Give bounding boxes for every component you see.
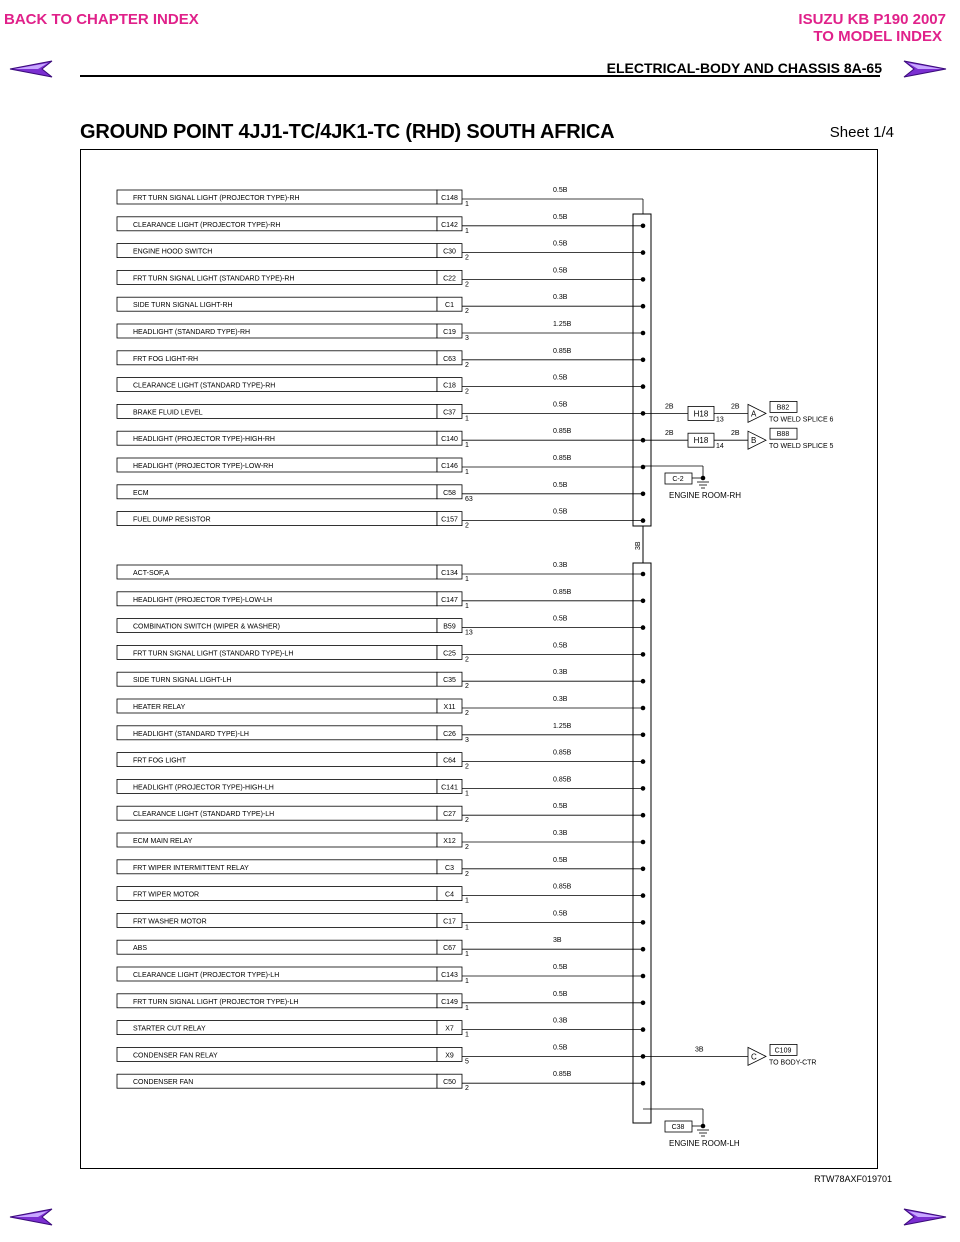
wire-spec: 0.3B xyxy=(553,562,568,569)
connector-id: C63 xyxy=(443,355,456,363)
connector-id: X12 xyxy=(443,838,456,845)
prev-page-bottom-arrow-icon[interactable] xyxy=(8,1206,54,1228)
wire-spec: 1.25B xyxy=(553,722,572,730)
wire-spec: 0.5B xyxy=(553,615,568,623)
connector-id: C35 xyxy=(443,677,456,685)
connector-id: C3 xyxy=(445,864,454,872)
connector-pin: 2 xyxy=(465,710,469,717)
component-name: HEADLIGHT (STANDARD TYPE)-RH xyxy=(133,329,251,336)
connector-pin: 2 xyxy=(465,683,469,691)
connector-id: C134 xyxy=(441,570,458,577)
connector-id: C140 xyxy=(441,436,458,444)
component-name: FRT TURN SIGNAL LIGHT (STANDARD TYPE)-LH xyxy=(133,650,294,658)
connector-id: C64 xyxy=(443,757,456,765)
junction-dot xyxy=(641,786,646,791)
junction-dot xyxy=(641,813,646,818)
ground-location-label: ENGINE ROOM-RH xyxy=(669,491,741,500)
connector-id: X11 xyxy=(443,704,456,711)
splice-wire-out: 2B xyxy=(731,430,740,438)
to-model-index-label[interactable]: TO MODEL INDEX xyxy=(813,28,942,45)
junction-dot xyxy=(641,652,646,657)
page-title: GROUND POINT 4JJ1-TC/4JK1-TC (RHD) SOUTH AFRICA xyxy=(80,121,615,143)
wire-spec: 0.5B xyxy=(553,187,568,194)
wire-spec: 0.85B xyxy=(553,749,572,757)
junction-dot xyxy=(641,1027,646,1032)
component-name: HEADLIGHT (PROJECTOR TYPE)-HIGH-LH xyxy=(133,784,274,792)
connector-pin: 2 xyxy=(465,870,469,878)
connector-id: X7 xyxy=(445,1025,454,1033)
component-name: FRT TURN SIGNAL LIGHT (PROJECTOR TYPE)-LH xyxy=(133,998,299,1006)
splice-pin: 14 xyxy=(716,443,724,451)
connector-pin: 1 xyxy=(465,897,469,905)
connector-id: B59 xyxy=(443,623,456,631)
component-name: ABS xyxy=(133,945,148,953)
connector-pin: 2 xyxy=(465,844,469,851)
junction-dot xyxy=(641,492,646,497)
junction-dot xyxy=(641,920,646,925)
bus-link-label: 3B xyxy=(635,541,642,550)
wire-spec: 0.5B xyxy=(553,481,568,489)
junction-dot xyxy=(641,250,646,255)
body-link-target-conn: C109 xyxy=(774,1047,792,1055)
connector-id: C50 xyxy=(443,1079,456,1087)
splice-wire-out: 2B xyxy=(731,403,740,411)
splice-target-label: TO WELD SPLICE 6 xyxy=(769,416,834,424)
wire-spec: 0.5B xyxy=(553,910,568,918)
junction-dot xyxy=(641,759,646,764)
junction-dot xyxy=(641,358,646,363)
junction-dot xyxy=(641,733,646,738)
wire-spec: 0.85B xyxy=(553,455,572,462)
connector-pin: 2 xyxy=(465,361,469,369)
connector-id: C26 xyxy=(443,730,456,738)
component-name: COMBINATION SWITCH (WIPER & WASHER) xyxy=(133,623,280,631)
wire-spec: 0.3B xyxy=(553,696,568,703)
component-name: CONDENSER FAN RELAY xyxy=(133,1052,218,1060)
component-name: FRT TURN SIGNAL LIGHT (STANDARD TYPE)-RH xyxy=(133,275,295,283)
connector-pin: 1 xyxy=(465,951,469,959)
connector-pin: 2 xyxy=(465,281,469,289)
junction-dot xyxy=(641,893,646,898)
wire-spec: 0.3B xyxy=(553,830,568,837)
connector-id: C25 xyxy=(443,650,456,658)
connector-pin: 63 xyxy=(465,495,473,503)
connector-id: C141 xyxy=(441,784,458,792)
ground-bus-rh xyxy=(633,214,651,526)
splice-target-conn: B88 xyxy=(776,431,790,439)
wire-spec: 0.5B xyxy=(553,1044,568,1052)
wire-spec: 3B xyxy=(553,937,562,945)
ground-connector-id: C38 xyxy=(671,1124,685,1131)
connector-pin: 1 xyxy=(465,978,469,985)
component-name: HEADLIGHT (STANDARD TYPE)-LH xyxy=(133,730,249,738)
splice-connector-id: H18 xyxy=(693,436,709,446)
connector-id: C149 xyxy=(441,998,458,1006)
connector-pin: 5 xyxy=(465,1058,469,1066)
connector-id: C27 xyxy=(443,811,456,819)
connector-id: C4 xyxy=(445,891,454,899)
junction-dot xyxy=(641,840,646,845)
junction-dot xyxy=(641,599,646,604)
wire-spec: 0.5B xyxy=(553,213,568,221)
junction-dot xyxy=(641,625,646,630)
wire-spec: 0.85B xyxy=(553,428,572,436)
wire-spec: 0.5B xyxy=(553,990,568,998)
body-link-wire: 3B xyxy=(695,1046,704,1054)
component-box xyxy=(117,485,437,499)
connector-pin: 2 xyxy=(465,522,469,530)
component-name: ECM MAIN RELAY xyxy=(133,838,193,845)
wire-spec: 0.85B xyxy=(553,776,572,784)
junction-dot xyxy=(641,974,646,979)
connector-id: X9 xyxy=(445,1052,454,1060)
connector-pin: 1 xyxy=(465,469,469,476)
component-name: FRT WIPER INTERMITTENT RELAY xyxy=(133,864,249,872)
connector-pin: 3 xyxy=(465,736,469,744)
connector-pin: 1 xyxy=(465,227,469,235)
model-name-label[interactable]: ISUZU KB P190 2007 xyxy=(798,11,946,28)
splice-target-label: TO WELD SPLICE 5 xyxy=(769,443,834,451)
component-name: BRAKE FLUID LEVEL xyxy=(133,409,203,417)
component-name: HEADLIGHT (PROJECTOR TYPE)-HIGH-RH xyxy=(133,436,275,444)
component-name: HEADLIGHT (PROJECTOR TYPE)-LOW-LH xyxy=(133,596,273,604)
wire-spec: 0.5B xyxy=(553,240,568,248)
connector-pin: 2 xyxy=(465,308,469,316)
wire-spec: 0.5B xyxy=(553,803,568,811)
wire-spec: 0.85B xyxy=(553,347,572,355)
connector-pin: 2 xyxy=(465,254,469,262)
junction-dot xyxy=(641,1001,646,1006)
component-name: FRT TURN SIGNAL LIGHT (PROJECTOR TYPE)-RH xyxy=(133,195,300,202)
junction-dot xyxy=(641,706,646,711)
wire-spec: 0.5B xyxy=(553,267,568,275)
component-box xyxy=(117,940,437,954)
junction-dot xyxy=(641,1081,646,1086)
connector-id: C148 xyxy=(441,195,458,202)
component-name: CLEARANCE LIGHT (PROJECTOR TYPE)-LH xyxy=(133,972,280,979)
next-page-bottom-arrow-icon[interactable] xyxy=(902,1206,948,1228)
connector-id: C142 xyxy=(441,221,458,229)
junction-dot xyxy=(641,277,646,282)
sheet-number: Sheet 1/4 xyxy=(829,124,894,141)
junction-dot xyxy=(641,224,646,229)
splice-letter: B xyxy=(751,436,757,446)
component-name: ENGINE HOOD SWITCH xyxy=(133,248,213,256)
ground-location-label: ENGINE ROOM-LH xyxy=(669,1139,740,1148)
component-name: FRT FOG LIGHT xyxy=(133,757,187,765)
connector-id: C147 xyxy=(441,596,458,604)
connector-pin: 2 xyxy=(465,388,469,396)
connector-pin: 1 xyxy=(465,201,469,208)
connector-id: C17 xyxy=(443,918,456,926)
wire-spec: 0.5B xyxy=(553,964,568,971)
wire-spec: 0.85B xyxy=(553,883,572,891)
component-name: ACT-SOF,A xyxy=(133,570,170,577)
section-header: ELECTRICAL-BODY AND CHASSIS 8A-65 xyxy=(606,60,882,76)
component-name: FUEL DUMP RESISTOR xyxy=(133,516,211,524)
connector-id: C18 xyxy=(443,382,456,390)
junction-dot xyxy=(641,304,646,309)
component-name: CLEARANCE LIGHT (STANDARD TYPE)-RH xyxy=(133,382,276,390)
wire-spec: 0.5B xyxy=(553,508,568,516)
junction-dot xyxy=(641,867,646,872)
connector-id: C37 xyxy=(443,409,456,417)
connector-id: C67 xyxy=(443,945,456,953)
document-code: RTW78AXF019701 xyxy=(814,1174,892,1184)
junction-dot xyxy=(641,947,646,952)
wire-spec: 1.25B xyxy=(553,321,572,328)
connector-pin: 13 xyxy=(465,629,473,637)
connector-pin: 2 xyxy=(465,1085,469,1093)
component-name: STARTER CUT RELAY xyxy=(133,1025,206,1033)
junction-dot xyxy=(641,384,646,389)
junction-dot xyxy=(641,465,646,470)
component-name: FRT FOG LIGHT-RH xyxy=(133,355,199,363)
splice-letter: A xyxy=(751,409,757,419)
component-name: HEATER RELAY xyxy=(133,704,186,711)
splice-target-conn: B82 xyxy=(776,404,790,412)
component-name: SIDE TURN SIGNAL LIGHT-LH xyxy=(133,677,232,685)
splice-pin: 13 xyxy=(716,416,724,424)
connector-id: C143 xyxy=(441,972,458,979)
connector-pin: 1 xyxy=(465,1031,469,1039)
connector-pin: 2 xyxy=(465,656,469,664)
component-name: HEADLIGHT (PROJECTOR TYPE)-LOW-RH xyxy=(133,463,274,470)
connector-id: C19 xyxy=(443,329,456,336)
component-name: SIDE TURN SIGNAL LIGHT-RH xyxy=(133,302,233,310)
component-name: CLEARANCE LIGHT (PROJECTOR TYPE)-RH xyxy=(133,221,281,229)
connector-pin: 2 xyxy=(465,763,469,771)
junction-dot xyxy=(641,679,646,684)
wire-spec: 0.5B xyxy=(553,401,568,409)
component-name: FRT WIPER MOTOR xyxy=(133,891,200,899)
wire-spec: 0.5B xyxy=(553,374,568,382)
connector-pin: 1 xyxy=(465,415,469,423)
connector-pin: 1 xyxy=(465,442,469,450)
connector-id: C30 xyxy=(443,248,456,256)
connector-pin: 3 xyxy=(465,335,469,342)
connector-id: C1 xyxy=(445,302,454,310)
wire-spec: 0.5B xyxy=(553,856,568,864)
wire-spec: 0.85B xyxy=(553,588,572,596)
junction-dot xyxy=(641,572,646,577)
component-name: CLEARANCE LIGHT (STANDARD TYPE)-LH xyxy=(133,811,275,819)
body-link-letter: C xyxy=(751,1052,757,1062)
splice-connector-id: H18 xyxy=(693,409,709,419)
component-name: ECM xyxy=(133,489,149,497)
splice-wire-in: 2B xyxy=(665,403,674,411)
connector-pin: 1 xyxy=(465,924,469,932)
connector-id: C146 xyxy=(441,463,458,470)
connector-pin: 1 xyxy=(465,790,469,798)
splice-wire-in: 2B xyxy=(665,430,674,438)
back-to-chapter-index-link[interactable]: BACK TO CHAPTER INDEX xyxy=(4,11,199,28)
connector-id: C58 xyxy=(443,489,456,497)
connector-pin: 1 xyxy=(465,1004,469,1012)
ground-connector-id: C-2 xyxy=(672,476,684,483)
junction-dot xyxy=(641,518,646,523)
junction-dot xyxy=(641,331,646,336)
connector-pin: 1 xyxy=(465,602,469,610)
wire-spec: 0.3B xyxy=(553,1017,568,1025)
component-name: FRT WASHER MOTOR xyxy=(133,918,207,926)
wire-spec: 0.3B xyxy=(553,669,568,677)
connector-pin: 1 xyxy=(465,576,469,583)
connector-pin: 2 xyxy=(465,817,469,825)
body-link-target-label: TO BODY-CTR xyxy=(769,1059,817,1067)
connector-id: C22 xyxy=(443,275,456,283)
connector-id: C157 xyxy=(441,516,458,524)
wire-spec: 0.3B xyxy=(553,294,568,302)
wire-spec: 0.85B xyxy=(553,1071,572,1079)
wire-spec: 0.5B xyxy=(553,642,568,650)
component-name: CONDENSER FAN xyxy=(133,1079,194,1087)
